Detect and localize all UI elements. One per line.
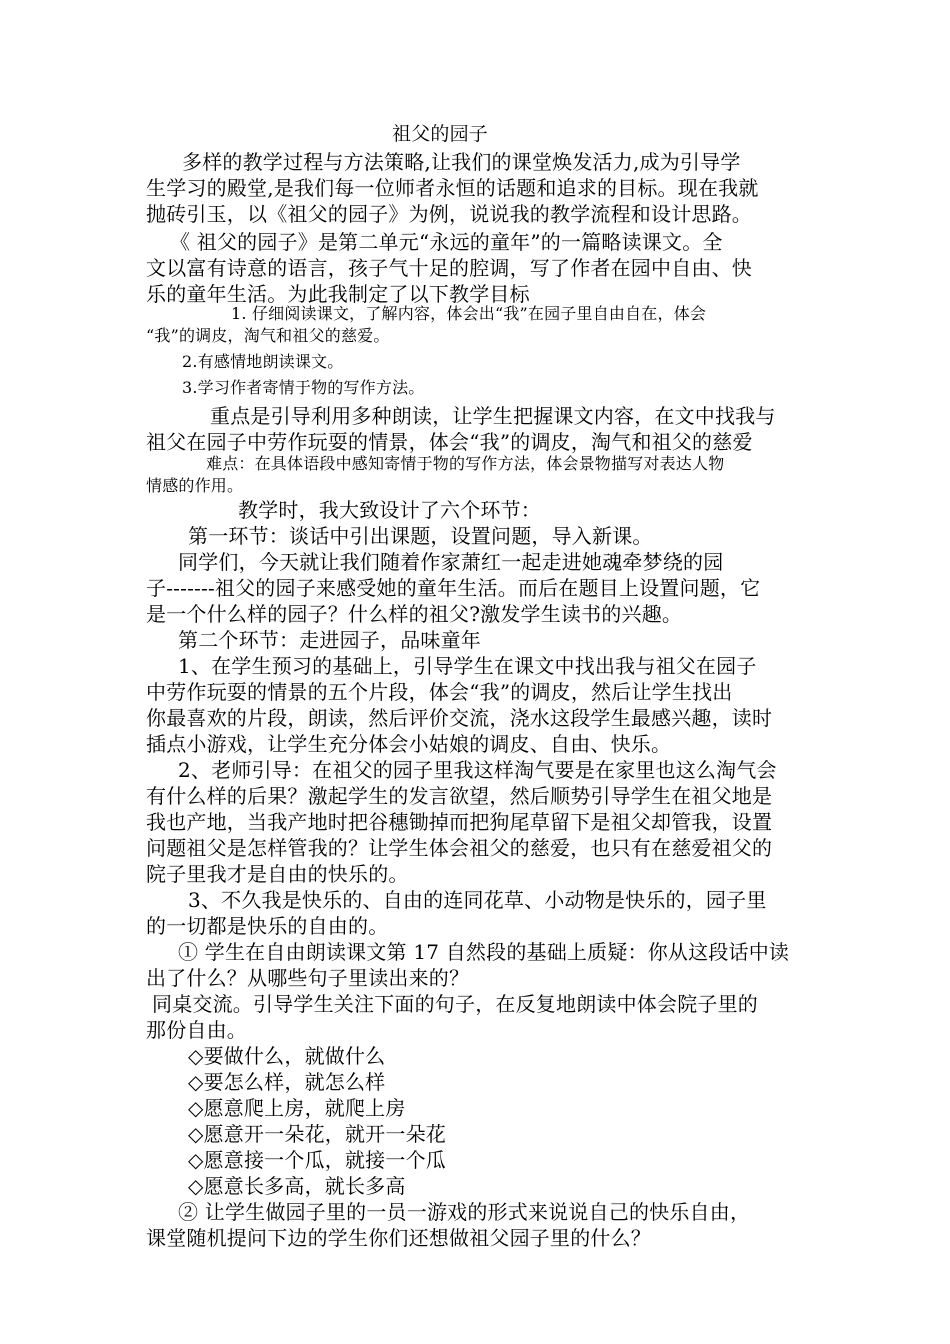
quote-bullet: ◇要做什么，就做什么 (188, 1044, 386, 1068)
paragraph-line: 子-------祖父的园子来感受她的童年生活。而后在题目上设置问题，它 (146, 576, 761, 600)
objective-item: 3.学习作者寄情于物的写作方法。 (182, 378, 425, 397)
difficulty-line: 难点：在具体语段中感知寄情于物的写作方法，体会景物描写对表达人物 (206, 454, 725, 473)
quote-bullet: ◇愿意爬上房，就爬上房 (188, 1096, 406, 1120)
paragraph-line: 插点小游戏，让学生充分体会小姑娘的调皮、自由、快乐。 (146, 732, 672, 756)
paragraph-line: 我也产地，当我产地时把谷穗锄掉而把狗尾草留下是祖父却管我，设置 (146, 810, 773, 834)
quote-bullet: ◇愿意长多高，就长多高 (188, 1174, 406, 1198)
paragraph-line: 出了什么？从哪些句子里读出来的？ (146, 966, 470, 990)
paragraph-line: 重点是引导利用多种朗读，让学生把握课文内容，在文中找我与 (210, 404, 776, 428)
paragraph-line: 同桌交流。引导学生关注下面的句子，在反复地朗读中体会院子里的 (152, 992, 758, 1016)
paragraph-line: 中劳作玩耍的情景的五个片段，体会“我”的调皮，然后让学生找出 (146, 680, 733, 704)
paragraph-line: 抛砖引玉，以《祖父的园子》为例，说说我的教学流程和设计思路。 (146, 202, 752, 226)
paragraph-line: 的一切都是快乐的自由的。 (146, 914, 389, 938)
paragraph-line: 文以富有诗意的语言，孩子气十足的腔调，写了作者在园中自由、快 (146, 256, 752, 280)
paragraph-line: 是一个什么样的园子？什么样的祖父?激发学生读书的兴趣。 (146, 602, 683, 626)
section-heading: 第一环节：谈话中引出课题，设置问题，导入新课。 (188, 524, 653, 548)
objective-item: 2.有感情地朗读课文。 (182, 352, 344, 371)
paragraph-line: 生学习的殿堂,是我们每一位师者永恒的话题和追求的目标。现在我就 (146, 176, 759, 200)
section-heading: 教学时，我大致设计了六个环节： (238, 498, 541, 522)
page-title: 祖父的园子 (392, 123, 489, 145)
quote-bullet: ◇愿意接一个瓜，就接一个瓜 (188, 1148, 446, 1172)
paragraph-line: 有什么样的后果？激起学生的发言欲望，然后顺势引导学生在祖父地是 (146, 784, 773, 808)
paragraph-line: 那份自由。 (146, 1018, 247, 1042)
paragraph-line: ② 让学生做园子里的一员一游戏的形式来说说自己的快乐自由， (178, 1200, 751, 1224)
paragraph-line: 你最喜欢的片段，朗读，然后评价交流，浇水这段学生最感兴趣，读时 (146, 706, 773, 730)
paragraph-line: 同学们，今天就让我们随着作家萧红一起走进她魂牵梦绕的园 (178, 550, 724, 574)
paragraph-line: 多样的教学过程与方法策略,让我们的课堂焕发活力,成为引导学 (182, 150, 741, 174)
paragraph-line: 1、在学生预习的基础上，引导学生在课文中找出我与祖父在园子 (178, 654, 757, 678)
section-heading: 第二个环节：走进园子，品味童年 (178, 628, 481, 652)
quote-bullet: ◇要怎么样，就怎么样 (188, 1070, 386, 1094)
paragraph-line: 3、不久我是快乐的、自由的连同花草、小动物是快乐的，园子里 (188, 888, 767, 912)
objective-item: “我”的调皮，淘气和祖父的慈爱。 (146, 326, 390, 345)
paragraph-line: 课堂随机提问下边的学生你们还想做祖父园子里的什么？ (146, 1226, 651, 1250)
paragraph-line: 问题祖父是怎样管我的？让学生体会祖父的慈爱，也只有在慈爱祖父的 (146, 836, 773, 860)
paragraph-line: 乐的童年生活。为此我制定了以下教学目标 (146, 282, 530, 306)
paragraph-line: 2、老师引导：在祖父的园子里我这样淘气要是在家里也这么淘气会 (178, 758, 777, 782)
quote-bullet: ◇愿意开一朵花，就开一朵花 (188, 1122, 446, 1146)
paragraph-line: 《 祖父的园子》是第二单元“永远的童年”的一篇略读课文。全 (170, 230, 723, 254)
difficulty-line: 情感的作用。 (146, 476, 244, 495)
paragraph-line: ① 学生在自由朗读课文第 17 自然段的基础上质疑：你从这段话中读 (178, 940, 790, 964)
paragraph-line: 祖父在园子中劳作玩耍的情景，体会“我”的调皮，淘气和祖父的慈爱 (146, 430, 753, 454)
paragraph-line: 院子里我才是自由的快乐的。 (146, 862, 409, 886)
objective-item: 1. 仔细阅读课文，了解内容，体会出“我”在园子里自由自在，体会 (231, 304, 707, 323)
